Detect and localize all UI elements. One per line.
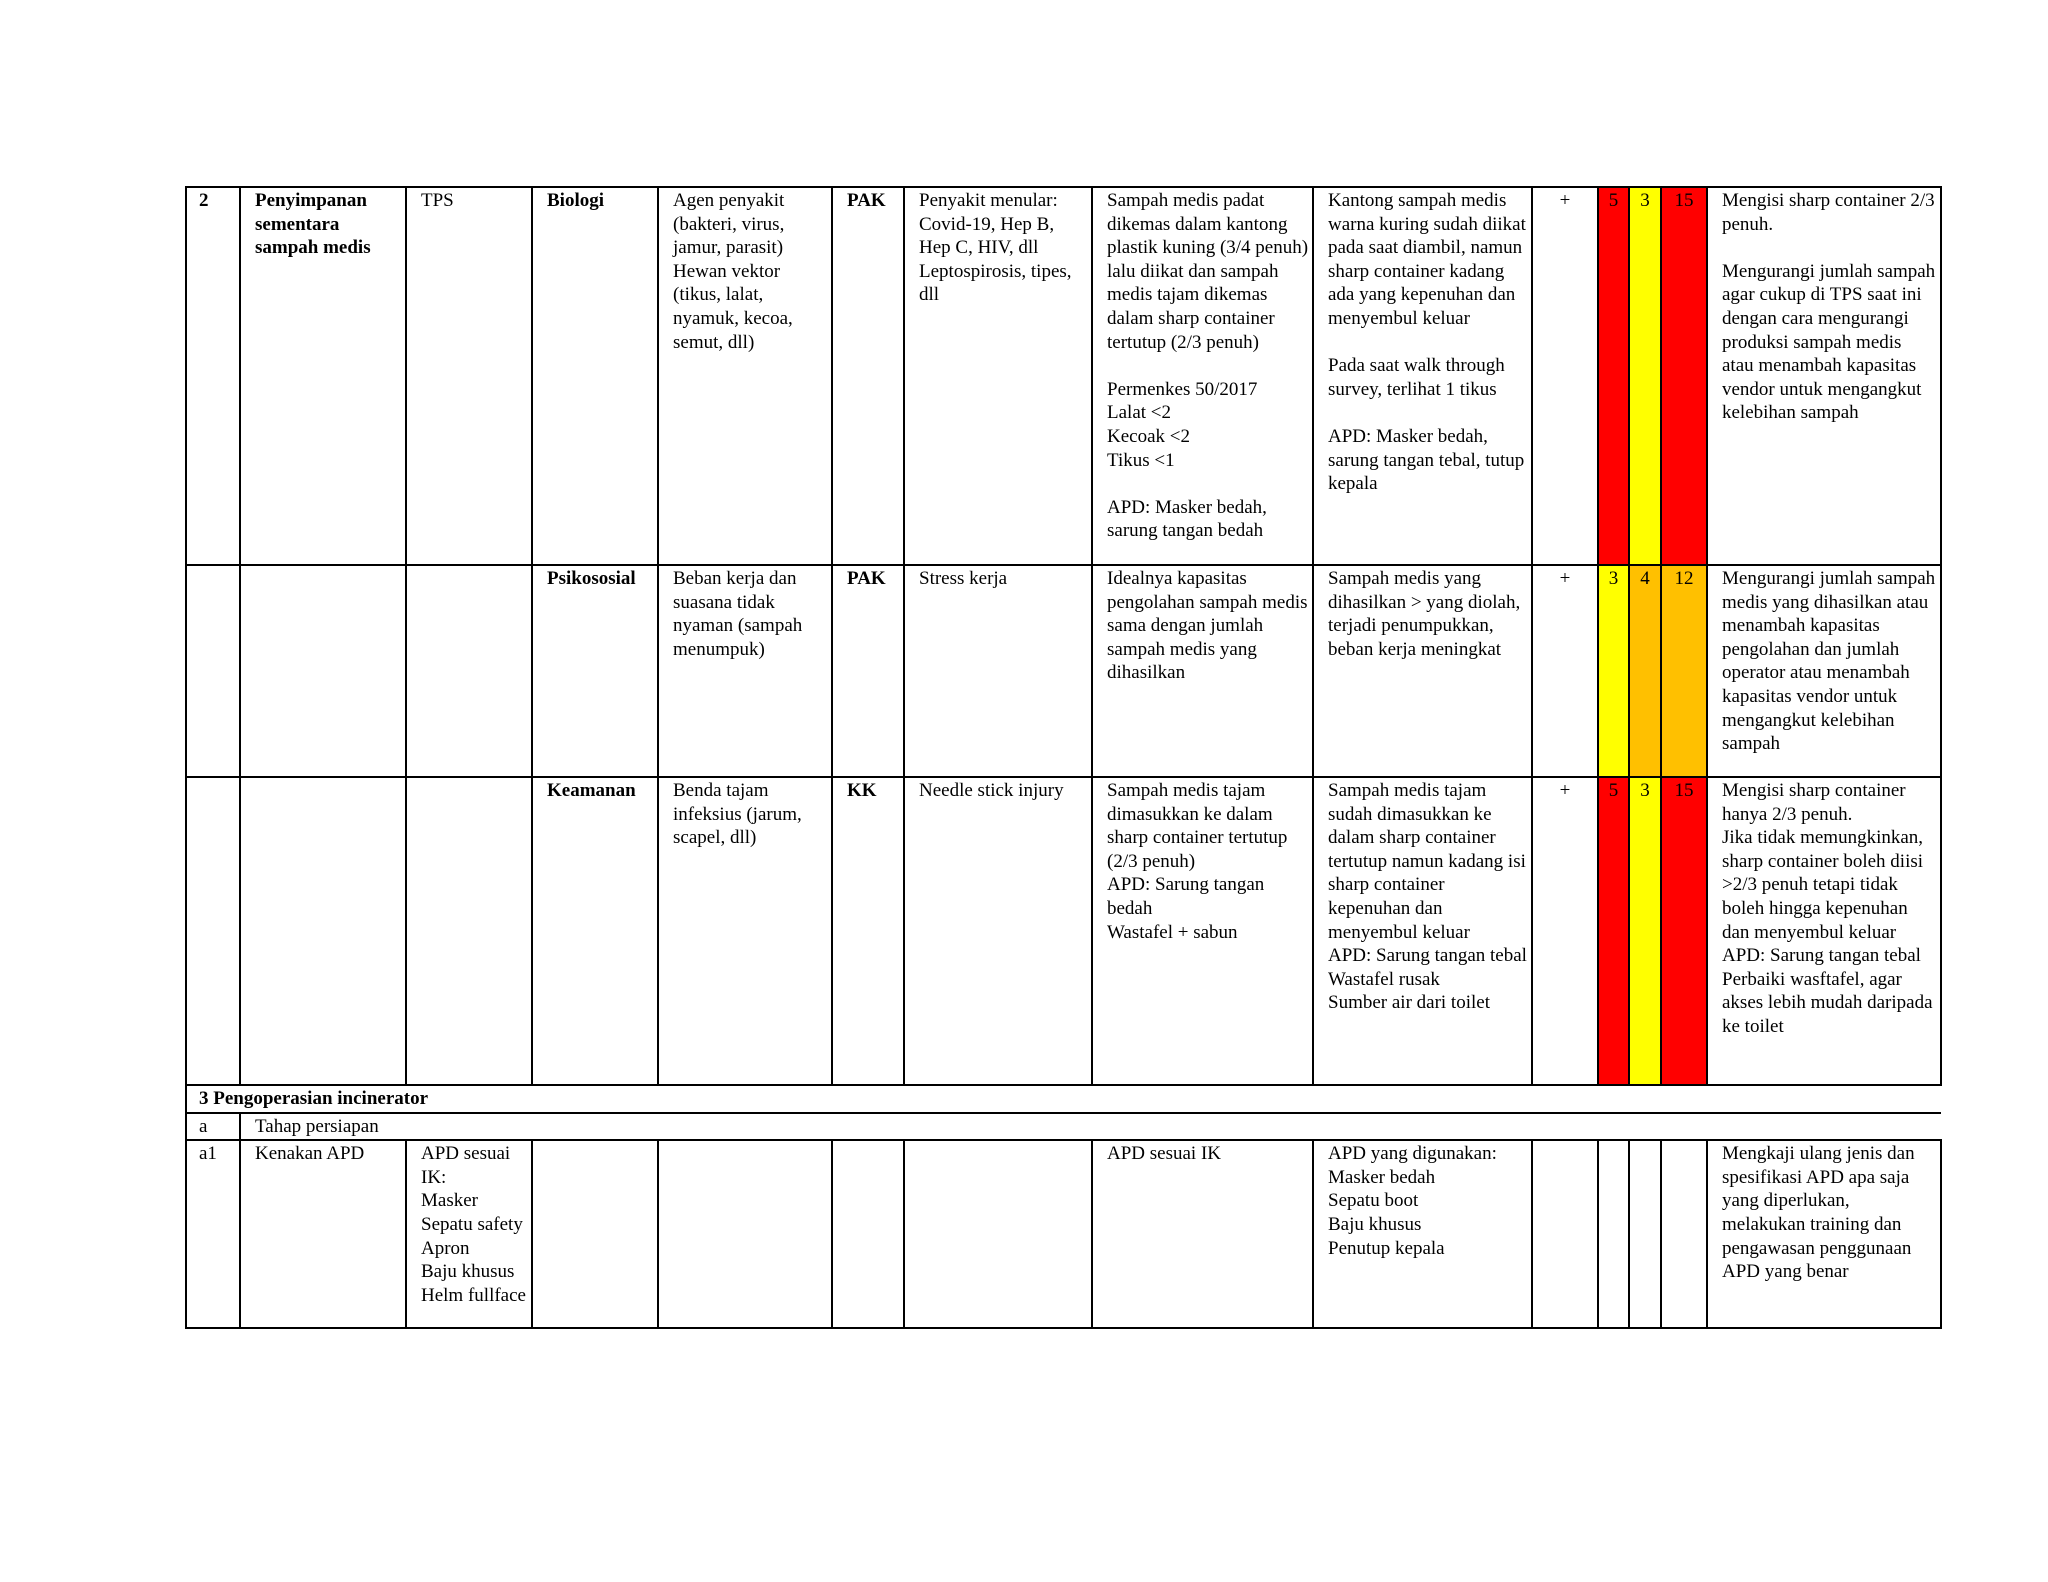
hazard-category-cell: Keamanan bbox=[532, 777, 658, 1085]
row-number bbox=[186, 777, 240, 1085]
risk-cell: Stress kerja bbox=[904, 565, 1092, 777]
risk-assessment-table bbox=[185, 186, 1942, 1329]
location-cell bbox=[406, 565, 532, 777]
location-cell: TPS bbox=[406, 187, 532, 565]
recommendation-cell: Mengkaji ulang jenis dan spesifikasi APD apa saja yang diperlukan, melakukan training dan pengawasan penggunaan APD yang benar bbox=[1707, 1140, 1941, 1328]
finding-cell: APD yang digunakan: Masker bedah Sepatu boot Baju khusus Penutup kepala bbox=[1313, 1140, 1532, 1328]
risk-score-cell: 15 bbox=[1661, 777, 1707, 1085]
risk-cell: Penyakit menular: Covid-19, Hep B, Hep C, HIV, dll Leptospirosis, tipes, dll bbox=[904, 187, 1092, 565]
risk-cell: Needle stick injury bbox=[904, 777, 1092, 1085]
activity-cell bbox=[240, 777, 406, 1085]
subsection-row bbox=[186, 1113, 1941, 1141]
section-header-row bbox=[186, 1085, 1941, 1113]
standard-cell: Idealnya kapasitas pengolahan sampah medis sama dengan jumlah sampah medis yang dihasilkan bbox=[1092, 565, 1313, 777]
sign-cell: + bbox=[1532, 565, 1598, 777]
hazard-cell: Benda tajam infeksius (jarum, scapel, dll) bbox=[658, 777, 832, 1085]
activity-cell bbox=[240, 565, 406, 777]
severity-score-cell: 5 bbox=[1598, 187, 1629, 565]
sign-cell: + bbox=[1532, 777, 1598, 1085]
standard-cell: Sampah medis tajam dimasukkan ke dalam sharp container tertutup (2/3 penuh) APD: Sarung tangan bedah Wastafel + sabun bbox=[1092, 777, 1313, 1085]
likelihood-score-cell: 4 bbox=[1629, 565, 1661, 777]
sign-cell: + bbox=[1532, 187, 1598, 565]
activity-cell: Kenakan APD bbox=[240, 1140, 406, 1328]
hazard-cell bbox=[658, 1140, 832, 1328]
subsection-title: Tahap persiapan bbox=[240, 1113, 1941, 1141]
location-cell bbox=[406, 777, 532, 1085]
severity-score-cell: 3 bbox=[1598, 565, 1629, 777]
type-cell: KK bbox=[832, 777, 904, 1085]
row-number: 2 bbox=[186, 187, 240, 565]
type-cell: PAK bbox=[832, 565, 904, 777]
table-row bbox=[186, 187, 1941, 565]
table-row bbox=[186, 777, 1941, 1085]
likelihood-score-cell: 3 bbox=[1629, 187, 1661, 565]
risk-score-cell bbox=[1661, 1140, 1707, 1328]
standard-cell: Sampah medis padat dikemas dalam kantong plastik kuning (3/4 penuh) lalu diikat dan sampah medis tajam dikemas dalam sharp container tertutup (2/3 penuh) Permenkes 50/2017 Lalat <2 Kecoak <2 Tikus <1 APD: Masker bedah, sarung tangan bedah bbox=[1092, 187, 1313, 565]
hazard-category-cell: Psikososial bbox=[532, 565, 658, 777]
recommendation-cell: Mengisi sharp container 2/3 penuh. Mengurangi jumlah sampah agar cukup di TPS saat ini dengan cara mengurangi produksi sampah medis atau menambah kapasitas vendor untuk mengangkut kelebihan sampah bbox=[1707, 187, 1941, 565]
finding-cell: Sampah medis yang dihasilkan > yang diolah, terjadi penumpukkan, beban kerja meningkat bbox=[1313, 565, 1532, 777]
risk-score-cell: 12 bbox=[1661, 565, 1707, 777]
hazard-cell: Agen penyakit (bakteri, virus, jamur, parasit) Hewan vektor (tikus, lalat, nyamuk, kecoa, semut, dll) bbox=[658, 187, 832, 565]
row-number bbox=[186, 565, 240, 777]
table-row bbox=[186, 565, 1941, 777]
type-cell: PAK bbox=[832, 187, 904, 565]
finding-cell: Kantong sampah medis warna kuring sudah diikat pada saat diambil, namun sharp container kadang ada yang kepenuhan dan menyembul keluar Pada saat walk through survey, terlihat 1 tikus APD: Masker bedah, sarung tangan tebal, tutup kepala bbox=[1313, 187, 1532, 565]
risk-cell bbox=[904, 1140, 1092, 1328]
hazard-category-cell: Biologi bbox=[532, 187, 658, 565]
hazard-cell: Beban kerja dan suasana tidak nyaman (sampah menumpuk) bbox=[658, 565, 832, 777]
subsection-number: a bbox=[186, 1113, 240, 1141]
likelihood-score-cell: 3 bbox=[1629, 777, 1661, 1085]
recommendation-cell: Mengisi sharp container hanya 2/3 penuh. Jika tidak memungkinkan, sharp container boleh diisi >2/3 penuh tetapi tidak boleh hingga kepenuhan dan menyembul keluar APD: Sarung tangan tebal Perbaiki wasftafel, agar akses lebih mudah daripada ke toilet bbox=[1707, 777, 1941, 1085]
type-cell bbox=[832, 1140, 904, 1328]
recommendation-cell: Mengurangi jumlah sampah medis yang dihasilkan atau menambah kapasitas pengolahan dan jumlah operator atau menambah kapasitas vendor untuk mengangkut kelebihan sampah bbox=[1707, 565, 1941, 777]
hazard-category-cell bbox=[532, 1140, 658, 1328]
sign-cell bbox=[1532, 1140, 1598, 1328]
risk-score-cell: 15 bbox=[1661, 187, 1707, 565]
finding-cell: Sampah medis tajam sudah dimasukkan ke dalam sharp container tertutup namun kadang isi sharp container kepenuhan dan menyembul keluar APD: Sarung tangan tebal Wastafel rusak Sumber air dari toilet bbox=[1313, 777, 1532, 1085]
row-number: a1 bbox=[186, 1140, 240, 1328]
likelihood-score-cell bbox=[1629, 1140, 1661, 1328]
section-title: 3 Pengoperasian incinerator bbox=[186, 1085, 1941, 1113]
severity-score-cell: 5 bbox=[1598, 777, 1629, 1085]
activity-cell: Penyimpanan sementara sampah medis bbox=[240, 187, 406, 565]
standard-cell: APD sesuai IK bbox=[1092, 1140, 1313, 1328]
location-cell: APD sesuai IK: Masker Sepatu safety Apron Baju khusus Helm fullface bbox=[406, 1140, 532, 1328]
table-row bbox=[186, 1140, 1941, 1328]
severity-score-cell bbox=[1598, 1140, 1629, 1328]
